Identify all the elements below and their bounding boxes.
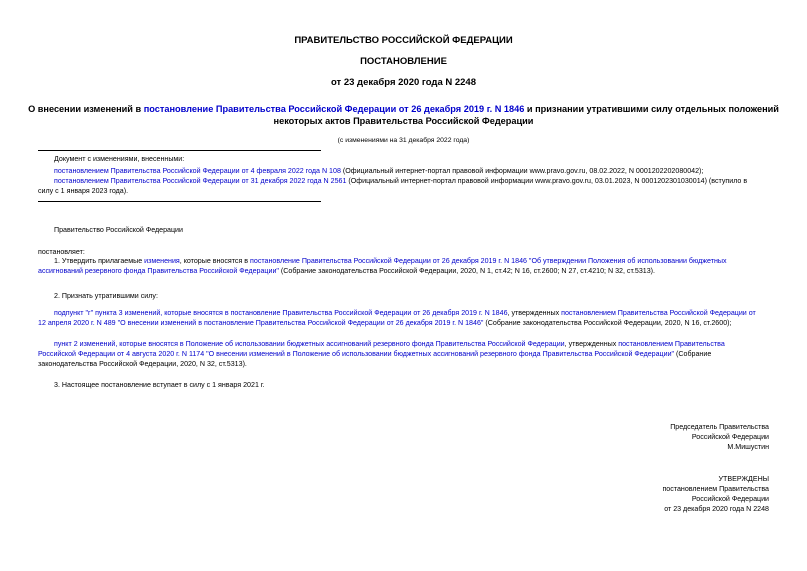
change-item-2-cont: силу с 1 января 2023 года).: [38, 187, 129, 195]
p1-link-resolution-cont[interactable]: ассигнований резервного фонда Правительства Российской Федерации": [38, 267, 279, 275]
signature-org: Российской Федерации: [691, 433, 769, 441]
approved-by: постановлением Правительства: [662, 485, 769, 493]
p2a-text-a: , утвержденных: [507, 309, 562, 317]
p1-text-b: , которые вносятся в: [179, 257, 251, 265]
divider-bottom: [38, 201, 321, 202]
p1-link-resolution[interactable]: постановление Правительства Российской Федерации от 26 декабря 2019 г. N 1846 "Об утверждении Положения об использовании бюджетных: [250, 257, 727, 265]
change-item-1-text: (Официальный интернет-портал правовой информации www.pravo.gov.ru, 08.02.2022, N 0001202202080042);: [340, 167, 704, 175]
paragraph-2a: [54, 308, 774, 318]
issuer: Правительство Российской Федерации: [54, 226, 183, 234]
p2a-link-resolution-489[interactable]: 12 апреля 2020 г. N 489 "О внесении изменений в постановление Правительства Российской Федерации от 26 декабря 2019 г. N 1846": [38, 319, 484, 327]
paragraph-2a-cont: [38, 318, 731, 328]
p2a-text-b: (Собрание законодательства Российской Федерации, 2020, N 16, ст.2600);: [483, 319, 732, 327]
p2b-link-resolution-1174[interactable]: Российской Федерации от 4 августа 2020 г. N 1174 "О внесении изменений в Положение об использовании бюджетных ассигнований резервного фонда Правительства Российской Федерации": [38, 350, 675, 358]
change-item-2: [54, 176, 774, 186]
change-link-2561[interactable]: постановлением Правительства Российской Федерации от 31 декабря 2022 года N 2561: [54, 177, 347, 185]
title-suffix: и признании утратившими силу отдельных положений: [524, 104, 779, 114]
p2a-link-subpoint[interactable]: подпункт "г" пункта 3 изменений, которые вносятся в постановление Правительства Российской Федерации от 26 декабря 2019 г. N 1846: [54, 309, 508, 317]
amended-note: (с изменениями на 31 декабря 2022 года): [337, 137, 470, 144]
document-title: [0, 104, 807, 114]
p2b-link-resolution[interactable]: постановлением Правительства: [618, 340, 725, 348]
paragraph-2b-line3: законодательства Российской Федерации, 2020, N 32, ст.5313).: [38, 360, 247, 368]
title-prefix: О внесении изменений в: [28, 104, 144, 114]
title-link-resolution-1846[interactable]: постановление Правительства Российской Федерации от 26 декабря 2019 г. N 1846: [143, 104, 525, 114]
divider-top: [38, 150, 321, 151]
signature-position: Председатель Правительства: [670, 423, 769, 431]
p1-text-c: (Собрание законодательства Российской Федерации, 2020, N 1, ст.42; N 16, ст.2600; N 27, ст.4210; N 32, ст.5313).: [278, 267, 656, 275]
approved-label: УТВЕРЖДЕНЫ: [718, 475, 769, 483]
p1-text-a: 1. Утвердить прилагаемые: [54, 257, 145, 265]
paragraph-3: 3. Настоящее постановление вступает в силу с 1 января 2021 г.: [54, 381, 265, 389]
p2a-link-resolution[interactable]: постановлением Правительства Российской Федерации от: [561, 309, 756, 317]
document-date-number: от 23 декабря 2020 года N 2248: [330, 77, 476, 88]
p2b-text-a: , утвержденных: [564, 340, 619, 348]
paragraph-1-cont: [38, 266, 655, 276]
paragraph-2b-cont: [38, 349, 711, 359]
paragraph-2b: [54, 339, 774, 349]
paragraph-2: 2. Признать утратившими силу:: [54, 292, 158, 300]
approved-date: от 23 декабря 2020 года N 2248: [664, 505, 769, 513]
change-item-1: [54, 166, 774, 176]
signature-name: М.Мишустин: [727, 443, 769, 451]
change-link-108[interactable]: постановлением Правительства Российской Федерации от 4 февраля 2022 года N 108: [54, 167, 341, 175]
paragraph-1: [54, 256, 774, 266]
p1-link-changes[interactable]: изменения: [144, 257, 180, 265]
change-item-2-text: (Официальный интернет-портал правовой информации www.pravo.gov.ru, 03.01.2023, N 0001202301030014) (вступило в: [346, 177, 748, 185]
document-title-line2: некоторых актов Правительства Российской Федерации: [273, 116, 534, 126]
p2b-text-b: (Собрание: [674, 350, 712, 358]
changes-heading: Документ с изменениями, внесенными:: [54, 155, 185, 163]
government-title: ПРАВИТЕЛЬСТВО РОССИЙСКОЙ ФЕДЕРАЦИИ: [294, 35, 513, 46]
p2b-link-point[interactable]: пункт 2 изменений, которые вносятся в Положение об использовании бюджетных ассигнований резервного фонда Правительства Российской Федерации: [54, 340, 565, 348]
resolves-label: постановляет:: [38, 248, 85, 256]
approved-org: Российской Федерации: [691, 495, 769, 503]
document-type: ПОСТАНОВЛЕНИЕ: [360, 56, 447, 67]
